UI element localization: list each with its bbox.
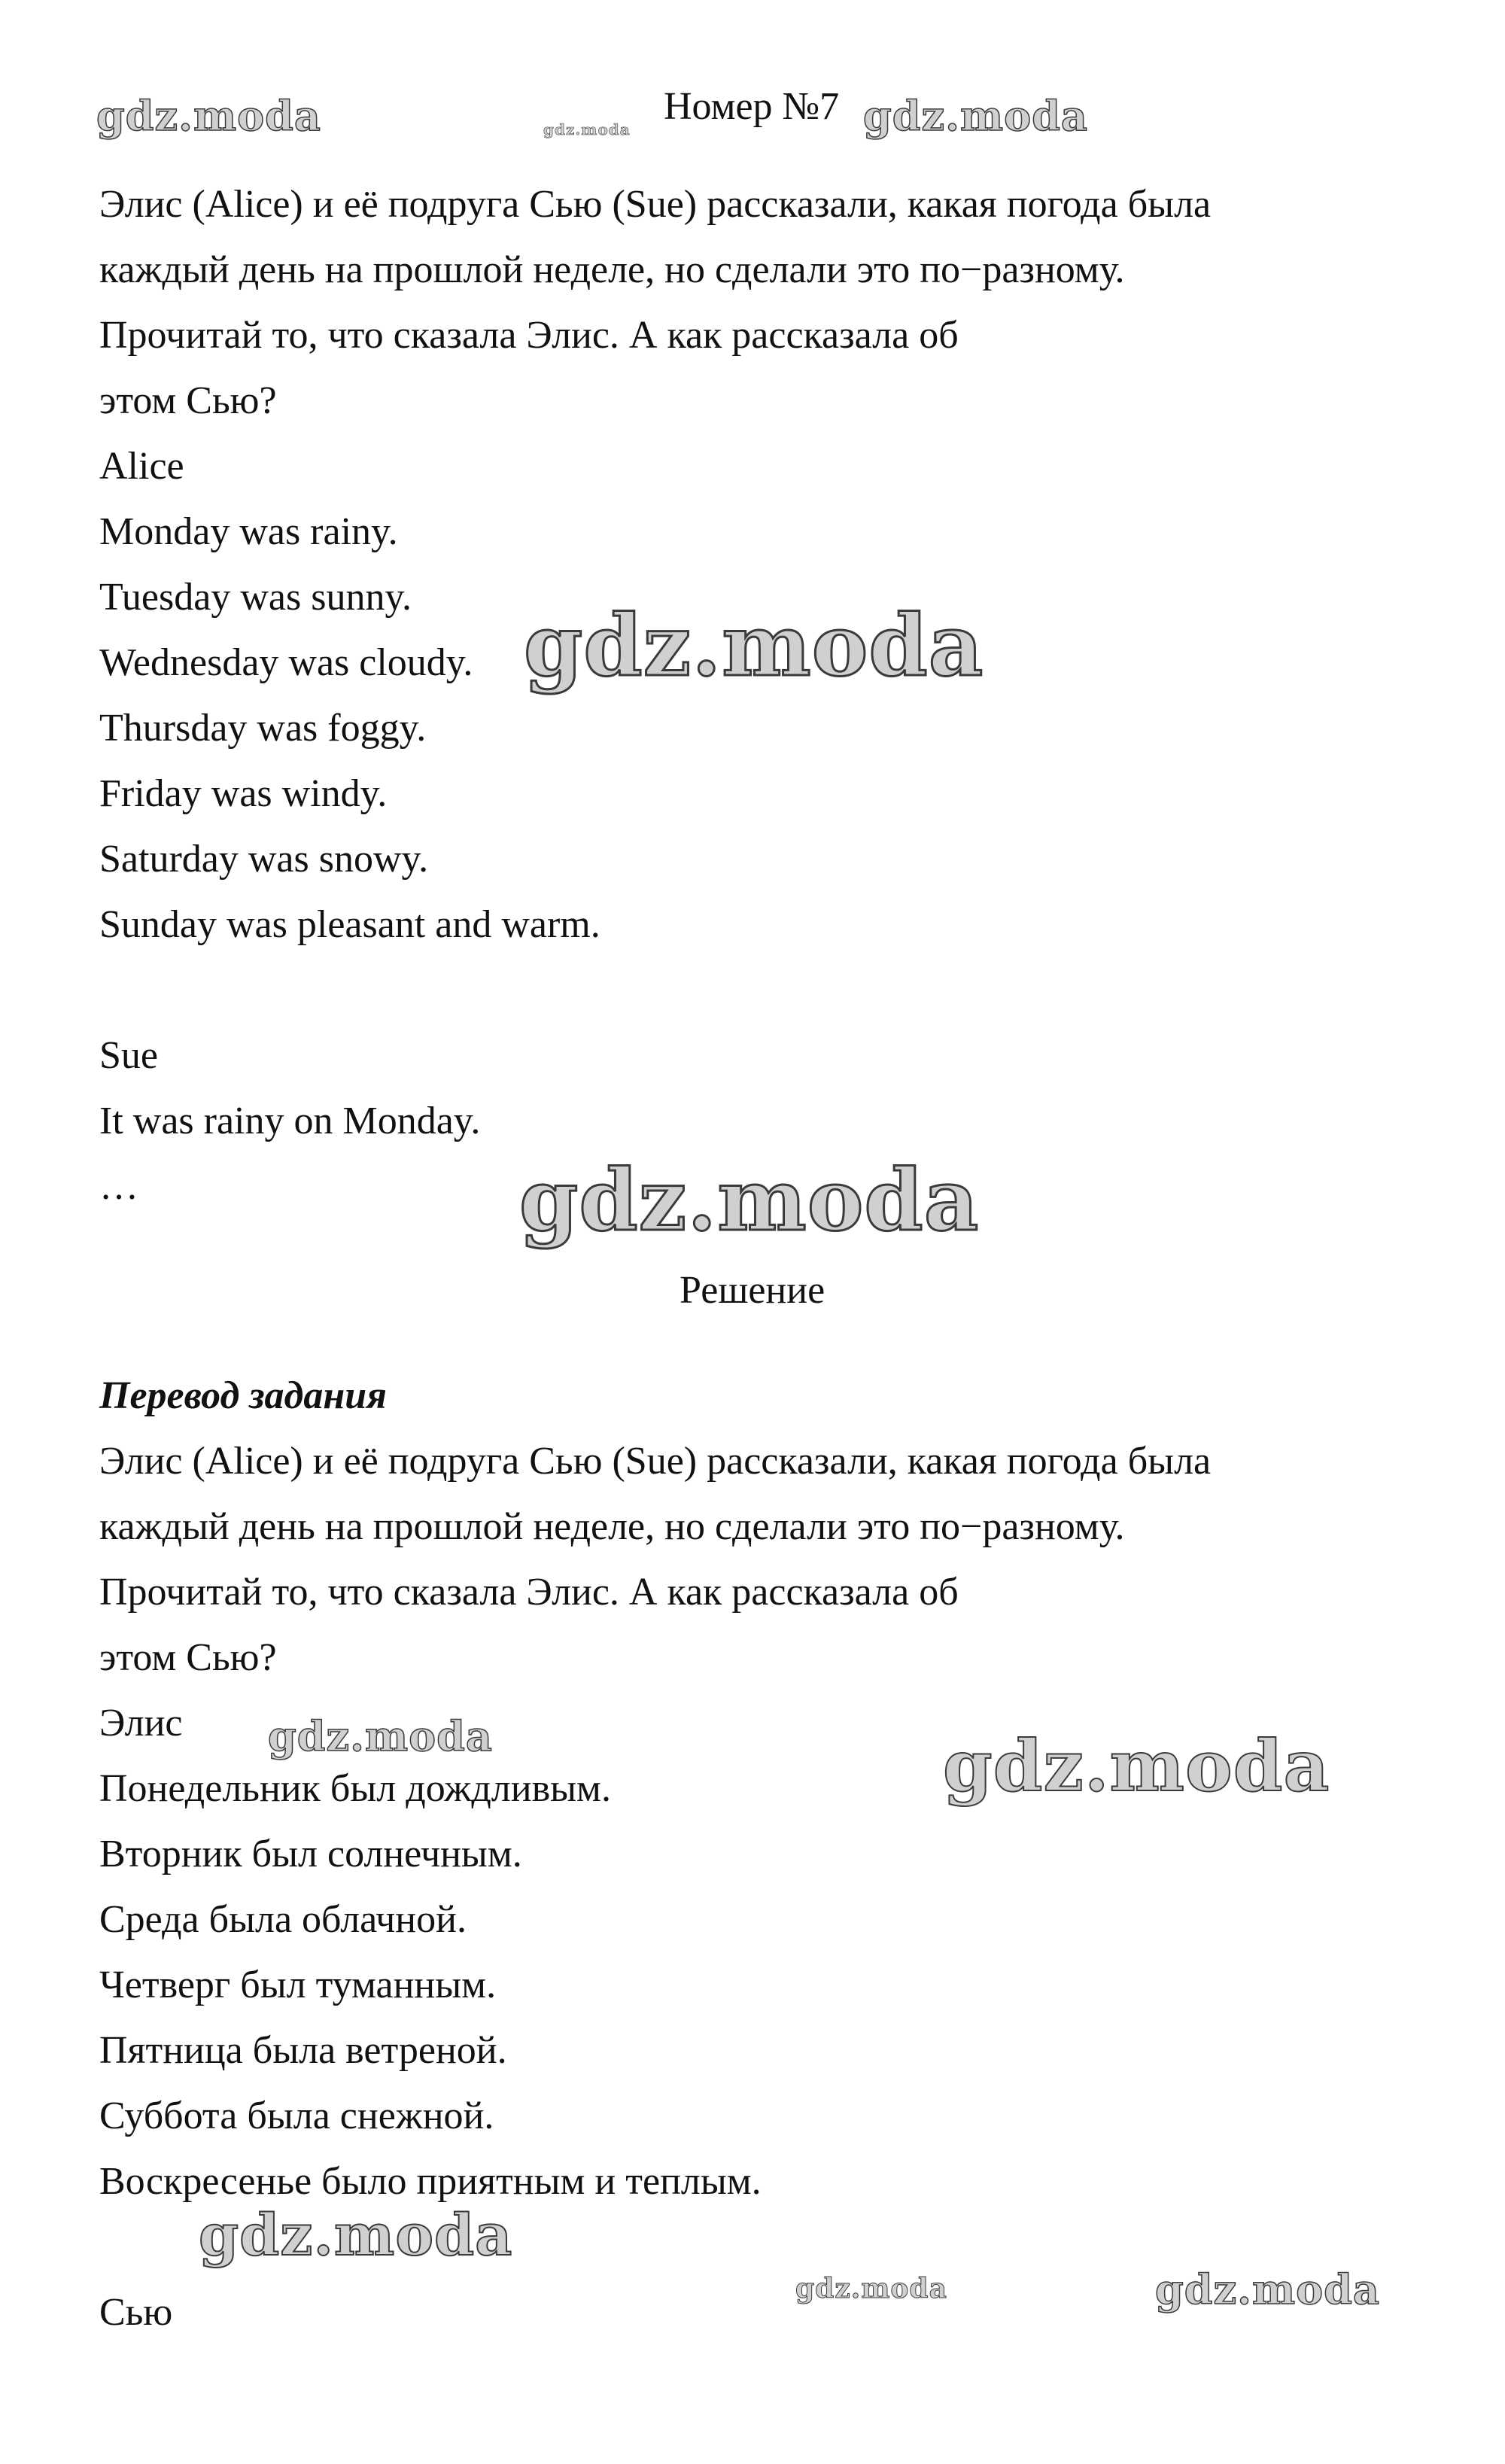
translation-alice-line: Вторник был солнечным. <box>99 1833 522 1875</box>
alice-line: Monday was rainy. <box>99 510 398 553</box>
page-title: Номер №7 <box>664 85 840 128</box>
translation-sue-label: Сью <box>99 2291 173 2334</box>
sue-line: It was rainy on Monday. <box>99 1100 481 1142</box>
translation-alice-line: Пятница была ветреной. <box>99 2029 507 2072</box>
watermark: gdz.moda <box>519 1151 980 1250</box>
translation-alice-line: Четверг был туманным. <box>99 1964 497 2006</box>
alice-line: Wednesday was cloudy. <box>99 641 473 684</box>
alice-line: Friday was windy. <box>99 772 388 815</box>
watermark: gdz.moda <box>268 1712 493 1760</box>
translation-intro-line: Элис (Alice) и её подруга Сью (Sue) рассказали, какая погода была <box>99 1440 1212 1483</box>
translation-intro-line: этом Сью? <box>99 1636 277 1679</box>
task-intro-line: каждый день на прошлой неделе, но сделали это по−разному. <box>99 248 1125 291</box>
solution-heading: Решение <box>680 1269 825 1312</box>
translation-alice-line: Понедельник был дождливым. <box>99 1767 611 1810</box>
translation-intro-line: каждый день на прошлой неделе, но сделали это по−разному. <box>99 1505 1125 1548</box>
task-intro-line: Элис (Alice) и её подруга Сью (Sue) рассказали, какая погода была <box>99 183 1212 226</box>
translation-alice-line: Суббота была снежной. <box>99 2094 494 2137</box>
task-intro-line: Прочитай то, что сказала Элис. А как рассказала об <box>99 314 959 357</box>
translation-heading: Перевод задания <box>99 1374 387 1417</box>
alice-line: Sunday was pleasant and warm. <box>99 903 600 946</box>
translation-alice-line: Воскресенье было приятным и теплым. <box>99 2160 762 2203</box>
watermark: gdz.moda <box>543 120 631 138</box>
alice-label: Alice <box>99 445 184 488</box>
translation-alice-label: Элис <box>99 1702 183 1745</box>
alice-line: Tuesday was sunny. <box>99 576 412 619</box>
translation-intro-line: Прочитай то, что сказала Элис. А как рассказала об <box>99 1571 959 1614</box>
alice-line: Thursday was foggy. <box>99 707 427 750</box>
alice-line: Saturday was snowy. <box>99 838 429 881</box>
watermark: gdz.moda <box>943 1725 1330 1808</box>
watermark: gdz.moda <box>96 92 321 140</box>
task-intro-line: этом Сью? <box>99 379 277 422</box>
watermark: gdz.moda <box>863 92 1088 140</box>
watermark: gdz.moda <box>199 2201 513 2268</box>
watermark: gdz.moda <box>795 2273 947 2304</box>
sue-label: Sue <box>99 1034 158 1077</box>
watermark: gdz.moda <box>524 597 984 695</box>
sue-line: … <box>99 1165 138 1208</box>
translation-alice-line: Среда была облачной. <box>99 1898 467 1941</box>
watermark: gdz.moda <box>1155 2265 1380 2313</box>
